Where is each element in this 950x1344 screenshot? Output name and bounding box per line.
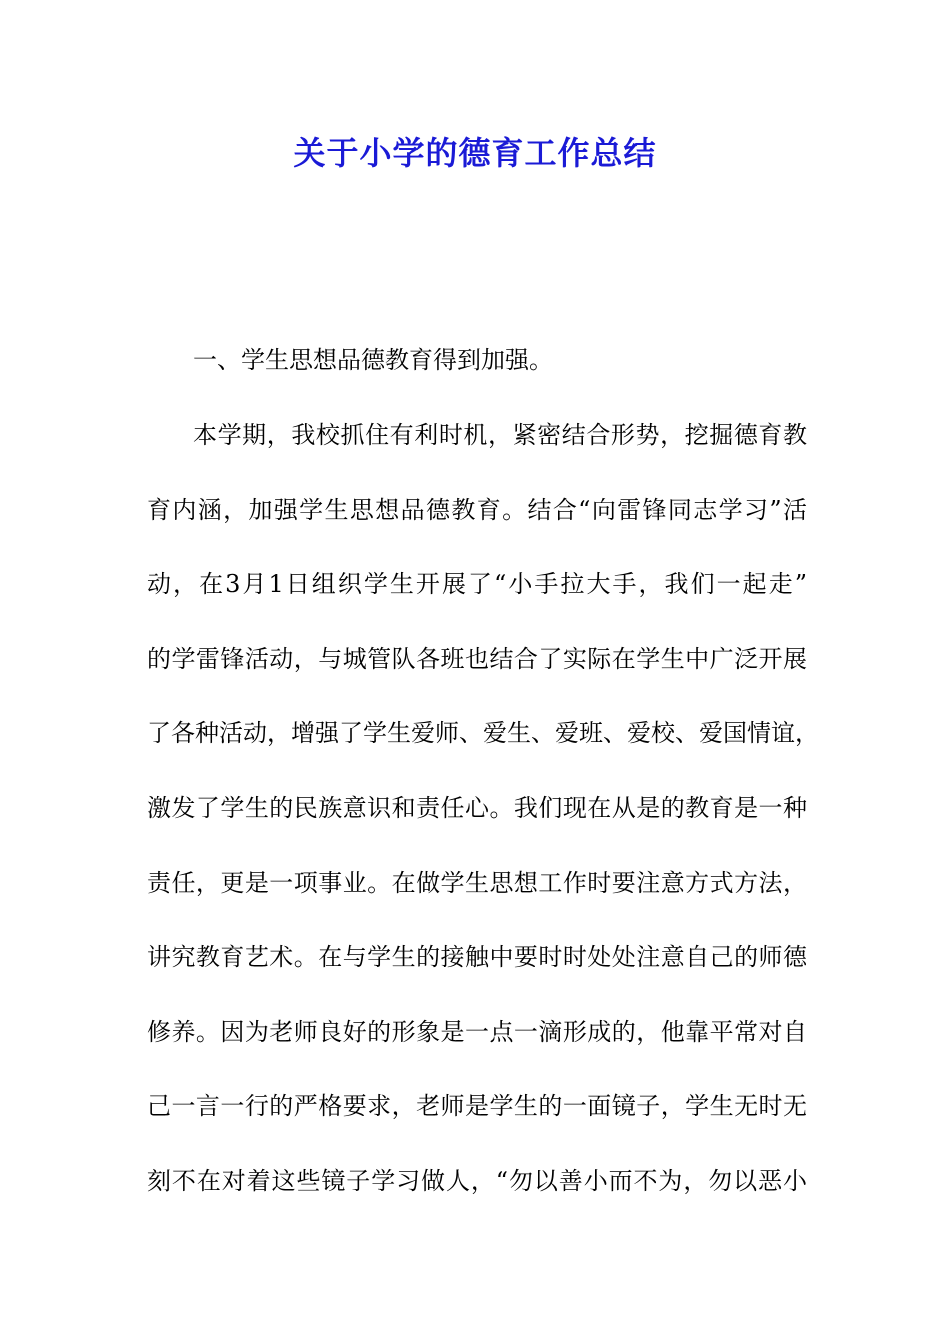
document-title: 关于小学的德育工作总结 — [293, 134, 657, 172]
paragraph-line: 了各种活动，增强了学生爱师、爱生、爱班、爱校、爱国情谊， — [147, 719, 819, 748]
paragraph-line: 刻不在对着这些镜子学习做人，“勿以善小而不为，勿以恶小 — [147, 1167, 807, 1195]
paragraph-line: 育内涵，加强学生思想品德教育。结合“向雷锋同志学习”活 — [147, 495, 807, 524]
paragraph-line: 本学期，我校抓住有利时机，紧密结合形势，挖掘德育教 — [193, 421, 807, 449]
paragraph-line: 责任，更是一项事业。在做学生思想工作时要注意方式方法， — [147, 868, 807, 897]
paragraph-line: 的学雷锋活动，与城管队各班也结合了实际在学生中广泛开展 — [147, 644, 807, 673]
paragraph-line: 己一言一行的严格要求，老师是学生的一面镜子，学生无时无 — [147, 1092, 807, 1121]
section-heading: 一、学生思想品德教育得到加强。 — [193, 346, 553, 374]
paragraph-line: 修养。因为老师良好的形象是一点一滴形成的，他靠平常对自 — [147, 1017, 807, 1046]
paragraph-line: 讲究教育艺术。在与学生的接触中要时时处处注意自己的师德 — [147, 943, 807, 972]
paragraph-line: 激发了学生的民族意识和责任心。我们现在从是的教育是一种 — [147, 794, 807, 822]
paragraph-line: 动，在3月1日组织学生开展了“小手拉大手，我们一起走” — [147, 570, 807, 599]
